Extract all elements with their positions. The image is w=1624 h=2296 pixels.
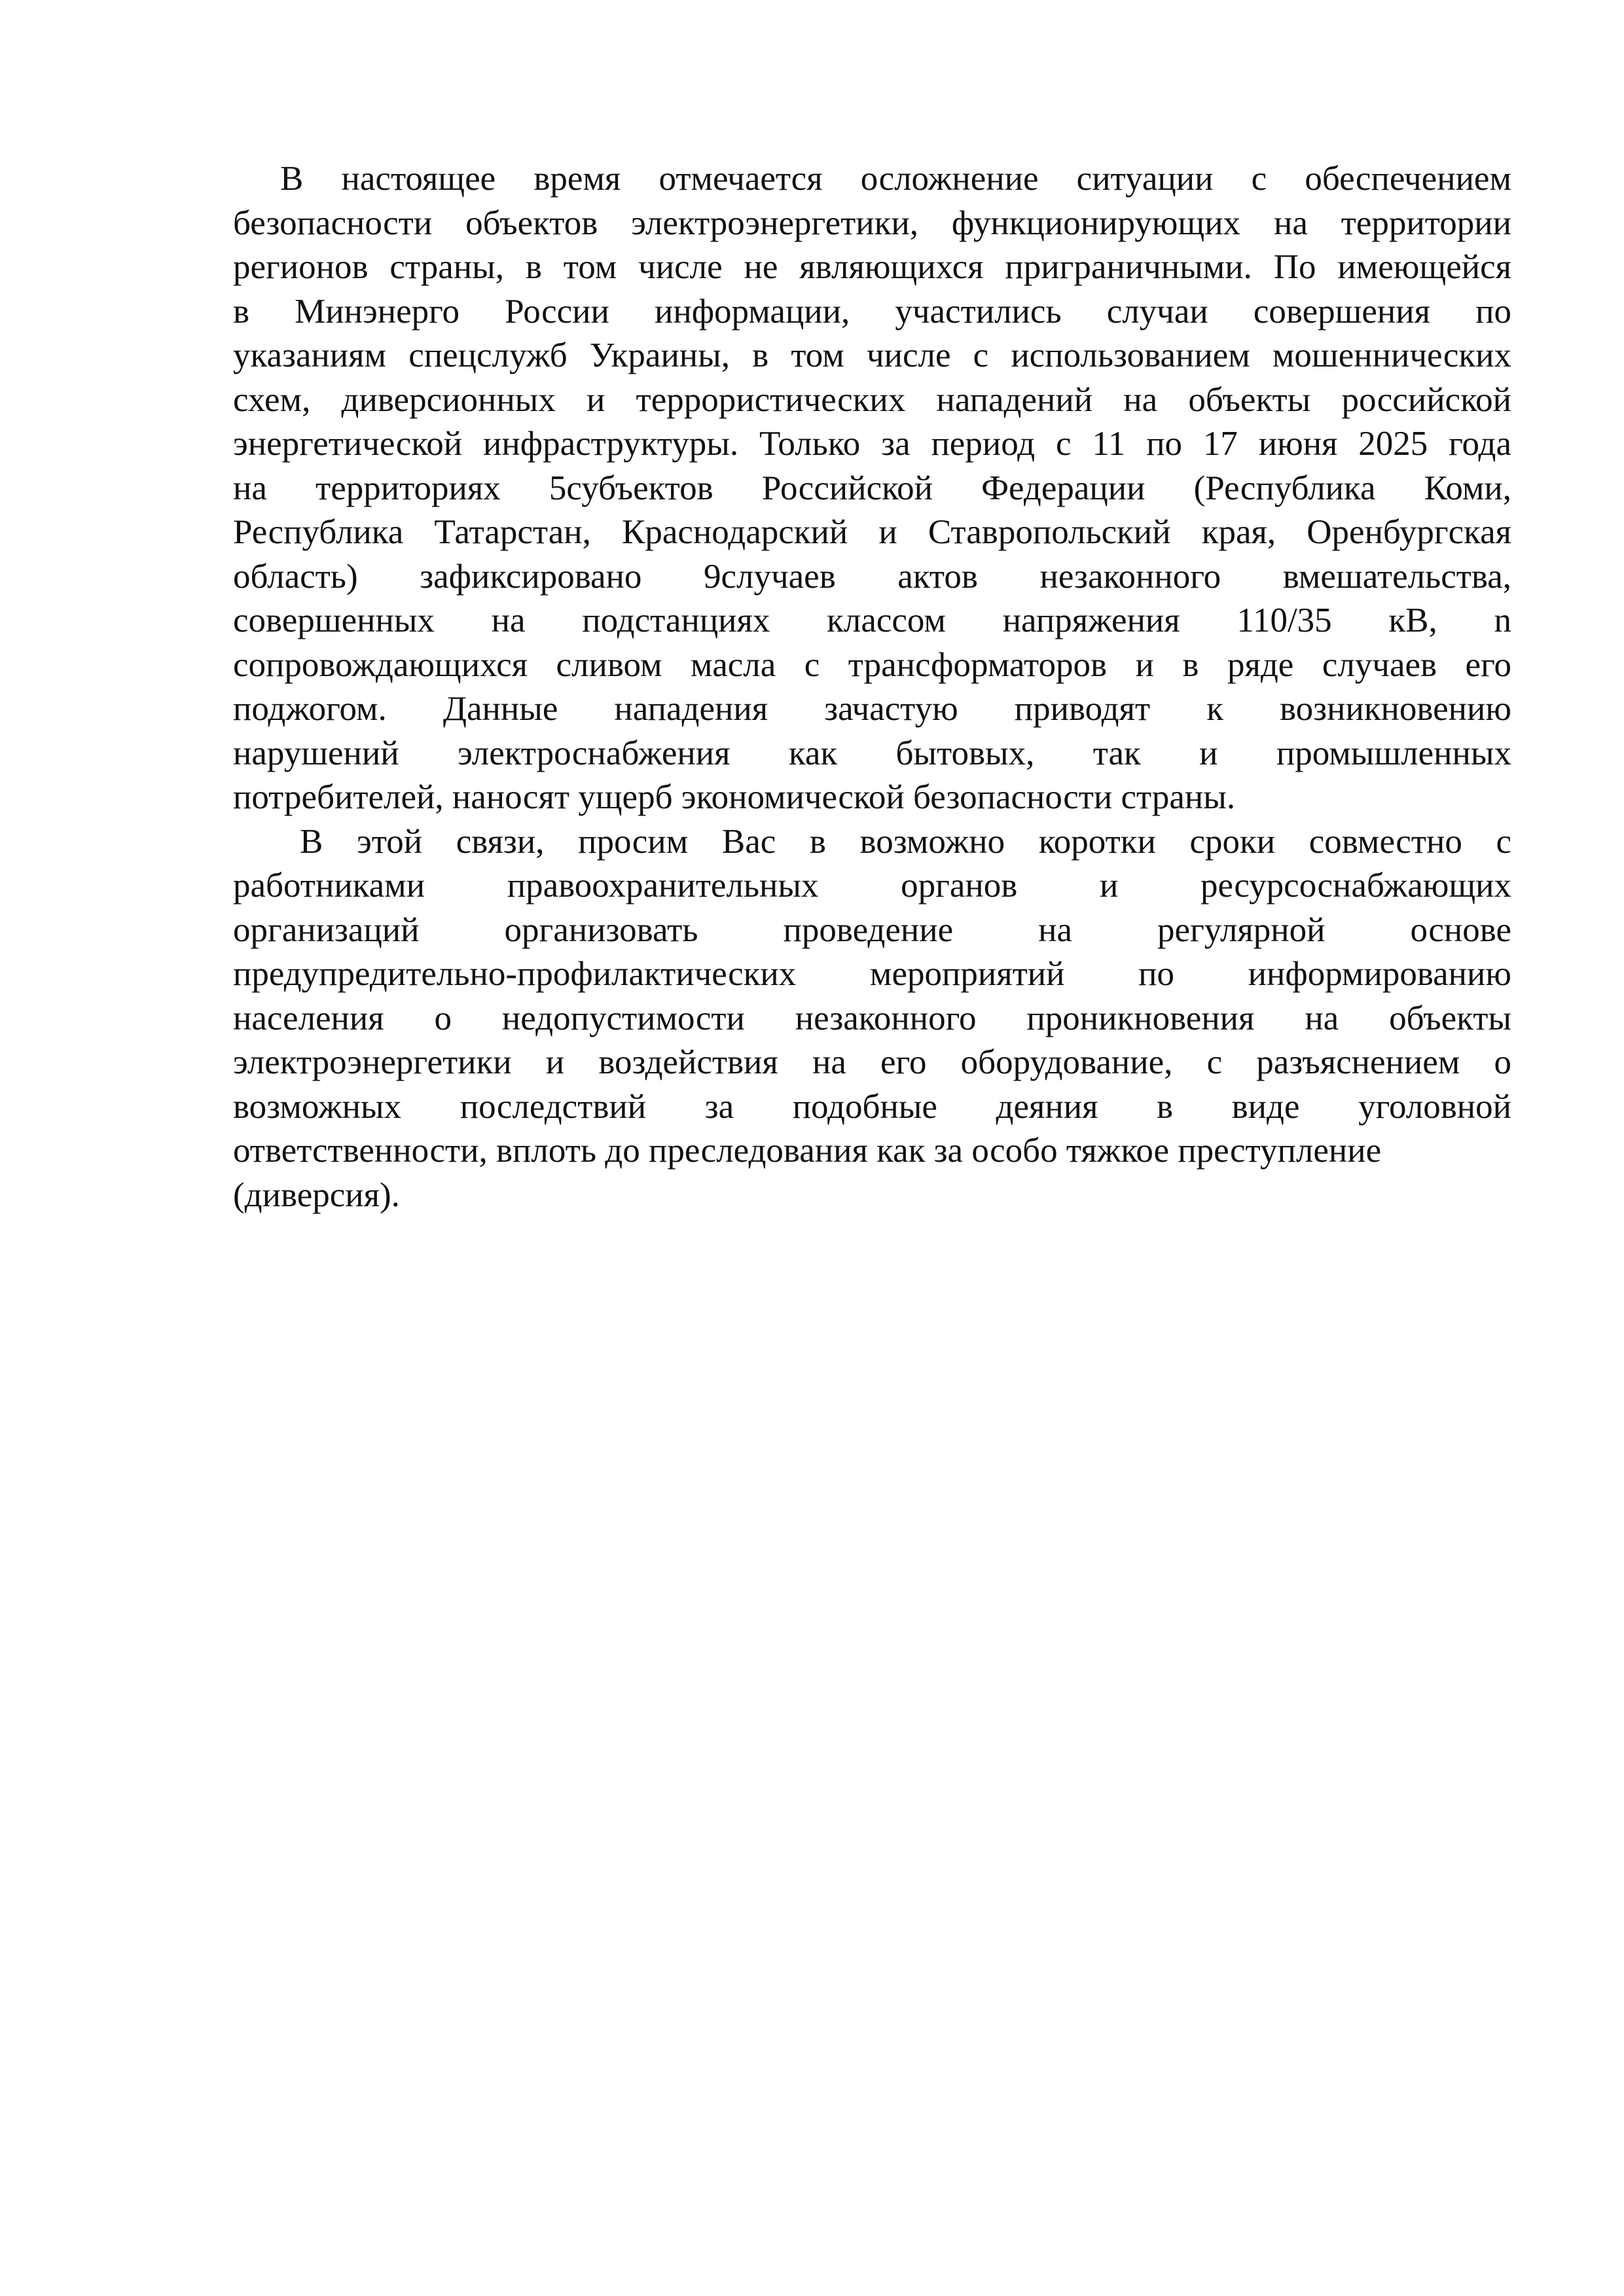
- text-line: на территориях 5субъектов Российской Федерации (Республика Коми,: [233, 469, 1511, 507]
- text-line: Республика Татарстан, Краснодарский и Ставропольский края, Оренбургская: [233, 513, 1511, 551]
- text-line: (диверсия).: [233, 1175, 400, 1214]
- text-line: ответственности, вплоть до преследования как за особо тяжкое преступление: [233, 1132, 1382, 1170]
- paragraph-situation: [233, 157, 1511, 820]
- text-line: потребителей, наносят ущерб экономической безопасности страны.: [233, 778, 1236, 816]
- text-line: схем, диверсионных и террористических нападений на объекты российской: [233, 380, 1511, 419]
- letter-body: [233, 157, 1511, 1217]
- paragraph-request: [233, 820, 1511, 1218]
- text-line: электроэнергетики и воздействия на его оборудование, с разъяснением о: [233, 1043, 1511, 1081]
- text-line: в Минэнерго России информации, участились случаи совершения по: [233, 292, 1511, 331]
- text-line: работниками правоохранительных органов и ресурсоснабжающих: [233, 867, 1511, 905]
- text-line: возможных последствий за подобные деяния в виде уголовной: [233, 1087, 1511, 1126]
- text-line: регионов страны, в том числе не являющихся приграничными. По имеющейся: [233, 248, 1511, 286]
- text-line: совершенных на подстанциях классом напряжения 110/35 кВ, n: [233, 601, 1511, 639]
- text-line: населения о недопустимости незаконного проникновения на объекты: [233, 999, 1511, 1037]
- text-line: В этой связи, просим Вас в возможно коротки сроки совместно с: [300, 822, 1511, 861]
- text-line: нарушений электроснабжения как бытовых, так и промышленных: [233, 734, 1511, 772]
- text-line: организаций организовать проведение на регулярной основе: [233, 910, 1511, 949]
- text-line: предупредительно-профилактических мероприятий по информированию: [233, 955, 1511, 993]
- text-line: сопровождающихся сливом масла с трансформаторов и в ряде случаев его: [233, 645, 1511, 684]
- text-line: указаниям спецслужб Украины, в том числе с использованием мошеннических: [233, 336, 1511, 374]
- text-line: безопасности объектов электроэнергетики, функционирующих на территории: [233, 204, 1511, 242]
- text-line: поджогом. Данные нападения зачастую приводят к возникновению: [233, 690, 1511, 728]
- text-line: В настоящее время отмечается осложнение ситуации с обеспечением: [280, 160, 1511, 198]
- text-line: энергетической инфраструктуры. Только за период с 11 по 17 июня 2025 года: [233, 425, 1511, 463]
- text-line: область) зафиксировано 9случаев актов незаконного вмешательства,: [233, 557, 1511, 596]
